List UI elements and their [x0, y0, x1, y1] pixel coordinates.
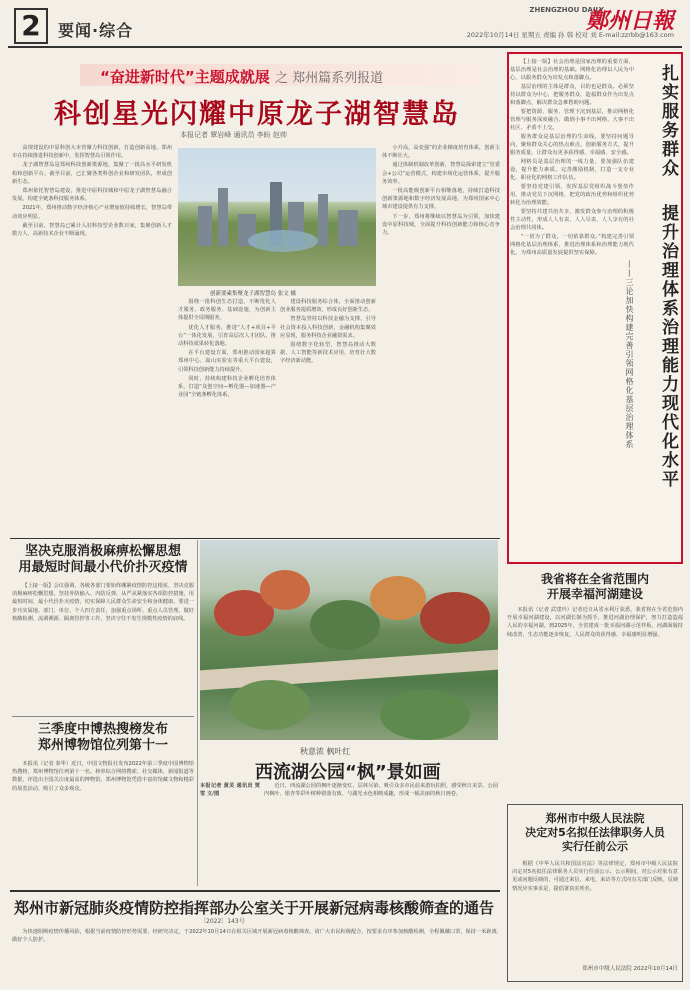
paragraph: 龙子湖智慧岛是郑州科技创新策源地，集聚了一批高水平研发机构和创新平台。截至目前，已汇聚各类科创企业和研发团队，形成创新生态。 — [12, 162, 172, 185]
series-banner — [10, 58, 500, 92]
paragraph: “一切为了群众，一切依靠群众。”构建完善引领网格化基层治理体系，推进治理体系和治理能力现代化，为郑州高质量发展提供坚实保障。 — [510, 234, 634, 256]
paragraph: 2021年，郑州推动数字经济核心产业增加值持续增长，智慧岛带动效应明显。 — [12, 205, 172, 220]
smart-island-photo — [178, 148, 376, 286]
paragraph: 近日，西流湖公园的枫叶逐渐变红，层林尽染，吸引众多市民前来游玩拍照，感受秋日美景。公园内枫叶、银杏等彩叶树种错落有致，与湖光水色相映成趣，形成一幅美丽的秋日画卷。 — [264, 783, 498, 798]
park-story-body — [264, 782, 498, 886]
paragraph: 优化人才服务，推进“人才+项目+平台”一体化发展，引育高层次人才团队，推动科技成果转化落地。 — [178, 324, 276, 348]
museum-headline — [12, 722, 194, 754]
paragraph: 本报讯（记者 武建玲）记者近日从省水利厅获悉，我省将在全省范围内开展幸福河湖建设，以河湖长制为抓手，推进河湖治理保护，努力打造造福人民的幸福河湖。到2025年，全省建成一批幸福河湖示范样板，河湖面貌持续改善，生态功能逐步恢复，人民群众的获得感、幸福感明显增强。 — [507, 607, 683, 638]
banner-sub: 之 郑州篇系列报道 — [274, 71, 384, 86]
bottom-rule — [10, 890, 500, 892]
paragraph: 智慧岛坚持以科技金融为支撑，引导社会资本投入科技创新，金融机构集聚效应显现，服务科技企业融资需求。 — [280, 316, 376, 339]
commentary-title — [638, 64, 678, 489]
paragraph: 高规建设的中原科创大本营聚力科技创新，打造创新高地。郑州市在持续推进科技创新中，发挥智慧岛引领作用。 — [12, 145, 172, 160]
covid-story-body — [12, 582, 194, 712]
section-name: 要闻·综合 — [58, 21, 134, 40]
masthead-english: ZHENGZHOU DAILY — [529, 6, 604, 14]
rivers-headline-line2: 开展幸福河湖建设 — [546, 587, 643, 601]
paragraph: 基层治理的主体是群众，目的也是群众。必须坚持以群众为中心，把服务群众、造福群众作为出发点和落脚点，解决群众急难愁盼问题。 — [510, 84, 634, 106]
paragraph: 一批高能级创新平台相继落地，持续打造科技创新策源地和数字经济发展高地，为郑州国家中心城市建设提供有力支撑。 — [382, 188, 500, 211]
court-notice-footer: 郑州市中级人民法院 2022年10月14日 — [582, 966, 678, 972]
epidemic-notice-number: 〔2022〕143号 — [200, 918, 245, 925]
notice-title-line1: 郑州市中级人民法院 — [545, 812, 645, 825]
rivers-headline-line1: 我省将在全省范围内 — [540, 572, 649, 586]
rivers-headline — [507, 572, 683, 602]
masthead-meta: 2022年10月14日 星期五 责编 孙 韩 校对 刘 E-mail:zzrbb@163.com — [466, 31, 674, 39]
paragraph: 建设科技服务综合体，全面推动创新创业服务提质增效，形成良好创新生态。 — [280, 299, 376, 314]
park-headline: 西流湖公园“枫”景如画 — [255, 762, 441, 783]
banner-text — [100, 66, 383, 87]
main-column-3 — [280, 298, 376, 536]
paragraph: 【上接一版】社会治理是国家治理的重要方面，基层治理是社会治理的基础。网格化治理以人民为中心，以服务群众为出发点和落脚点。 — [510, 59, 634, 81]
museum-story-body — [12, 760, 194, 886]
museum-headline-line2: 郑州博物馆位列第十一 — [37, 738, 168, 753]
park-photo — [200, 540, 498, 740]
paragraph: 本报讯（记者 秦华）近日，中国文物报社发布2022年第三季度中国博物馆热搜榜，郑州博物馆位列第十一名。榜单综合网络搜索、社交媒体、新闻报道等数据，评选出全国关注度最高的博物馆。郑州博物馆凭借丰富的馆藏文物和精彩的展览活动，吸引了众多观众。 — [12, 761, 194, 792]
paragraph: 为快速阻断疫情传播风险，根据当前疫情防控形势需要，经研究决定，于2022年10月14日在相关区域开展新冠病毒核酸筛查。请广大市民积极配合，按要求有序参加核酸检测，全程佩戴口罩，保持一米距离，做好个人防护。 — [12, 929, 502, 944]
main-byline: 本报记者 覃岩峰 通讯员 李盼 赵帅 — [180, 131, 287, 139]
covid-headline — [12, 544, 194, 576]
park-caption: 秋意浓 枫叶红 — [300, 747, 351, 756]
divider — [12, 716, 194, 717]
commentary-subtitle: ——三论加快构建完善引领网格化基层治理体系 — [625, 260, 634, 449]
banner-main: “奋进新时代”主题成就展 — [100, 68, 270, 86]
paragraph: 根据《中华人民共和国法官法》等法律规定，郑州市中级人民法院决定对5名拟任法律职务人员实行任前公示。公示期间，对公示对象有意见或问题反映的，可通过来信、来电、来访等方式向有关部门反映。反映情况应实事求是，提倡署真实姓名。 — [512, 861, 678, 892]
notice-title-line3: 实行任前公示 — [562, 840, 628, 853]
paragraph: 围绕数字化转型，智慧岛推动大数据、人工智能等新技术应用，培育壮大数字经济新动能。 — [280, 342, 376, 365]
paragraph: 小升高，高变强”的企业梯度培育体系，创新主体不断壮大。 — [382, 145, 500, 160]
paragraph: 郑州依托智慧岛建设，推进中原科技城和中原龙子湖智慧岛融合发展，构建全链条科技服务体系。 — [12, 188, 172, 203]
main-column-2 — [178, 298, 276, 536]
court-notice-body — [512, 860, 678, 960]
header-rule — [8, 46, 682, 48]
paragraph: 网格员是基层治理的一线力量，要加强队伍建设，提升能力素质，完善激励机制，打造一支专业化、职业化的网格工作队伍。 — [510, 159, 634, 181]
park-byline — [200, 782, 260, 886]
paragraph: 要坚持共建共治共享，激发群众参与治理的积极性主动性，形成人人有责、人人尽责、人人享有的社会治理共同体。 — [510, 209, 634, 231]
commentary-title-line1: 扎实服务群众 — [658, 64, 678, 178]
paragraph: 在平台建设方面，郑州推动国家超算郑州中心、嵩山实验室等重大平台建设，引领科技创新能力持续提升。 — [178, 350, 276, 373]
section-divider — [10, 538, 500, 539]
commentary-body — [510, 58, 634, 558]
byline: 本报记者 黄灵 通讯员 贾雪 文/图 — [200, 783, 260, 798]
epidemic-notice-title: 郑州市新冠肺炎疫情防控指挥部办公室关于开展新冠病毒核酸筛查的通告 — [14, 899, 495, 917]
notice-title-line2: 决定对5名拟任法律职务人员 — [525, 826, 665, 839]
paragraph: 【上接一版】会议强调，各级各部门要始终绷紧疫情防控这根弦，坚决克服消极麻痹松懈思想，坚持外防输入、内防反弹，从严从紧落实各项防控措施，用最短时间、最小代价扑灭疫情，切实保障人民群众生命安全和身体健康。要进一步压实属地、部门、单位、个人四方责任，加强重点场所、重点人员管理，做好核酸检测、流调溯源、隔离管控等工作，坚决守住不发生规模性疫情的底线。 — [12, 583, 194, 622]
page-number: 2 — [14, 8, 48, 44]
covid-headline-line2: 用最短时间最小代价扑灭疫情 — [18, 560, 188, 575]
masthead-logo: 鄭州日報 — [585, 8, 674, 34]
main-column-4 — [382, 144, 500, 536]
main-column-1 — [12, 144, 172, 536]
covid-headline-line1: 坚决克服消极麻痹松懈思想 — [24, 544, 181, 559]
photo-caption: 创新要素集聚龙子湖智慧岛 张文 摄 — [210, 291, 296, 297]
column-divider — [197, 540, 198, 886]
paragraph: 下一步，郑州将继续以智慧岛为引领，加快建设中原科技城，全面提升科技创新能力和核心竞争力。 — [382, 213, 500, 237]
rivers-story-body — [507, 606, 683, 796]
paragraph: 截至目前，智慧岛已累计入驻科技型企业数百家，集聚创新人才数万人，高新技术企业不断涌现。 — [12, 222, 172, 238]
paragraph: 要坚持党建引领，发挥基层党组织战斗堡垒作用，推动党员下沉网格，把党的政治优势和组织优势转化为治理效能。 — [510, 184, 634, 206]
main-headline: 科创星光闪耀中原龙子湖智慧岛 — [54, 99, 460, 130]
masthead — [258, 6, 678, 48]
paragraph: 通过体制机制改革创新，智慧岛探索建立“管委会+公司”运营模式，构建市场化运营体系，提升服务效率。 — [382, 162, 500, 185]
museum-headline-line1: 三季度中博热搜榜发布 — [37, 722, 168, 737]
paragraph: 同时，持续构建科技企业孵化培育体系，打造“众创空间—孵化器—加速器—产业园”全链条孵化体系。 — [178, 375, 276, 399]
paragraph: 围绕一批科创生态打造，不断优化人才服务、政务服务、基础设施，为创新主体提供全周期服务。 — [178, 299, 276, 322]
paragraph: 服务群众是基层治理的生命线。要坚持问题导向，聚焦群众关心的热点难点，创新服务方式，提升服务质量，让群众有更多获得感、幸福感、安全感。 — [510, 134, 634, 156]
court-notice-title — [507, 812, 683, 854]
commentary-title-line2: 提升治理体系治理能力现代化水平 — [658, 203, 678, 489]
paragraph: 要把资源、服务、管理下沉到基层，推动网格化管理与服务深度融合，做到小事不出网格、大事不出社区、矛盾不上交。 — [510, 109, 634, 131]
epidemic-notice-body — [12, 928, 502, 984]
